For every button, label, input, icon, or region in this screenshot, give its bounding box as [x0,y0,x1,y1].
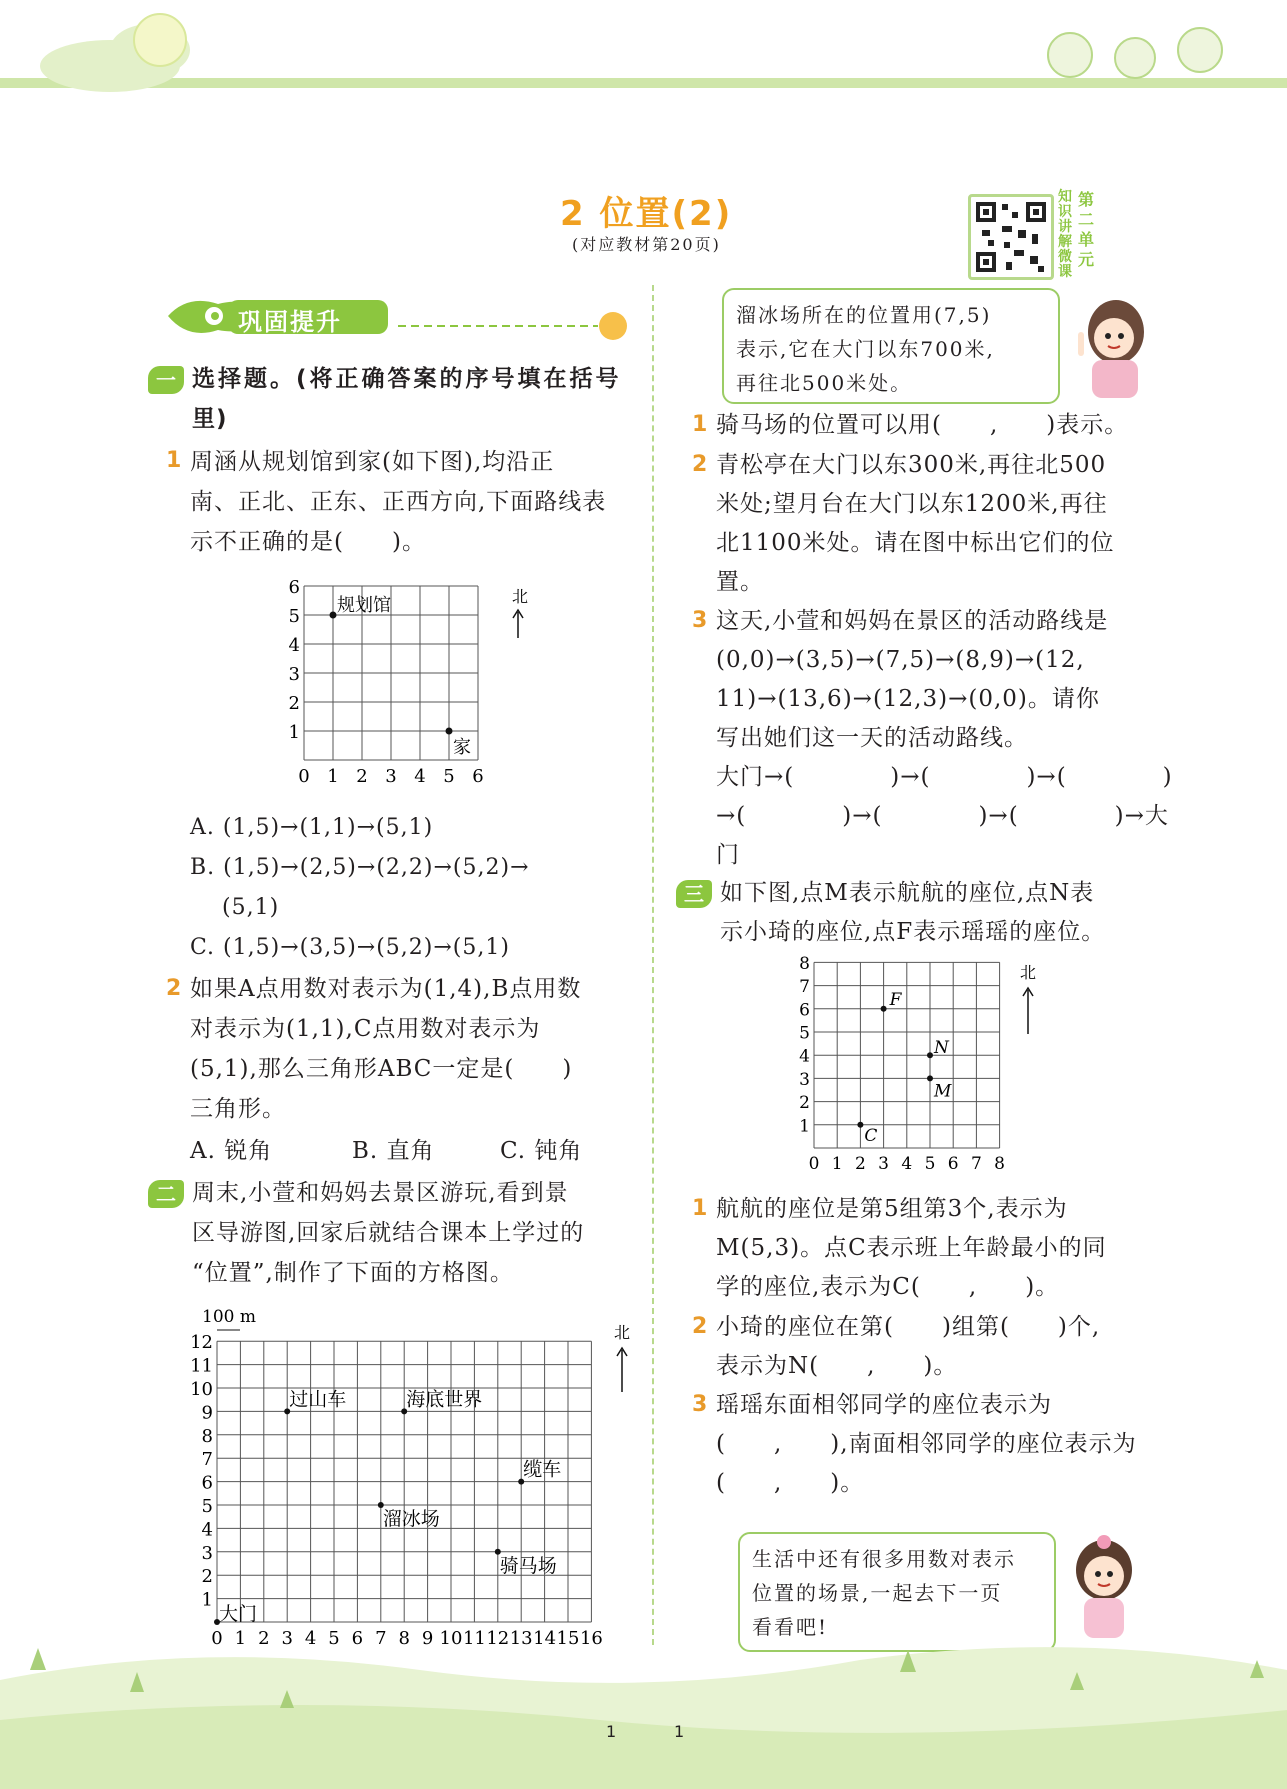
header-decoration [0,0,1287,110]
x-tick-label: 9 [421,1628,434,1649]
s3-q1-num: 1 [692,1196,708,1221]
point-label: 家 [453,737,471,758]
y-tick-label: 1 [288,722,300,743]
page-subtitle: (对应教材第20页) [572,235,721,254]
s1-q2-option-b[interactable]: B. 直角 [352,1138,435,1164]
y-tick-label: 2 [201,1566,213,1588]
north-label: 北 [512,587,529,606]
y-tick-label: 6 [799,1000,810,1021]
s2-q3-route-line[interactable]: 大门→( )→( )→( ) [716,764,1173,790]
x-tick-label: 5 [328,1628,340,1649]
y-tick-label: 5 [288,606,300,627]
section-two-badge: 二 [148,1180,184,1208]
x-tick-label: 0 [808,1154,820,1174]
s1-q1-line: 示不正确的是( )。 [190,529,426,555]
x-tick-label: 6 [472,766,484,787]
s3-q3-num: 3 [692,1392,708,1417]
s3-q1-line: 学的座位,表示为C( , )。 [716,1274,1060,1300]
y-tick-label: 11 [190,1355,213,1377]
data-point [927,1052,933,1058]
x-tick-label: 3 [878,1154,890,1174]
x-tick-label: 1 [831,1154,843,1174]
x-tick-label: 5 [443,766,455,787]
x-tick-label: 5 [924,1154,936,1174]
y-tick-label: 1 [201,1589,213,1611]
s2-q3-route-line[interactable]: →( )→( )→( )→大 [716,803,1169,829]
s2-q1-text: 骑马场的位置可以用( , )表示。 [716,412,1129,438]
s2-q2-num: 2 [692,452,708,477]
qr-label: 知识讲解微课 [1058,189,1072,280]
x-tick-label: 3 [385,766,397,787]
bubble-line: 表示,它在大门以东700米, [736,337,995,361]
x-tick-label: 2 [356,766,368,787]
point-label: 缆车 [523,1458,562,1481]
y-tick-label: 5 [799,1023,810,1044]
y-tick-label: 7 [201,1449,213,1471]
y-tick-label: 8 [201,1425,213,1447]
s2-q3-route-line: 门 [716,842,740,868]
x-tick-label: 12 [486,1628,510,1649]
s3-q1-line: M(5,3)。点C表示班上年龄最小的同 [716,1235,1107,1261]
s2-q1-num: 1 [692,412,708,437]
s1-q1-option-a[interactable]: A. (1,5)→(1,1)→(5,1) [190,815,434,840]
s1-q1-option-b-cont: (5,1) [222,895,280,920]
s3-intro-line: 示小琦的座位,点F表示瑶瑶的座位。 [720,919,1106,945]
s1-title: 选择题。(将正确答案的序号填在括号 [192,366,622,392]
x-tick-label: 15 [556,1628,580,1649]
point-label: N [934,1038,949,1059]
scale-label: 100 m [202,1307,256,1327]
section-one-badge: 一 [148,366,184,394]
bubble-line: 溜冰场所在的位置用(7,5) [736,303,992,327]
y-tick-label: 4 [201,1519,213,1541]
s2-q2-line: 北1100米处。请在图中标出它们的位 [716,530,1115,556]
s1-q1-option-c[interactable]: C. (1,5)→(3,5)→(5,2)→(5,1) [190,935,510,960]
x-tick-label: 7 [375,1628,387,1649]
x-tick-label: 2 [258,1628,270,1649]
s2-intro-line: “位置”,制作了下面的方格图。 [192,1260,514,1286]
data-point [857,1122,863,1128]
bubble-line: 看看吧! [752,1615,829,1639]
grid-plan-home [280,572,540,792]
section-banner-bg [158,286,638,346]
s3-q3-line: ( , )。 [716,1470,865,1496]
point-label: M [934,1081,952,1102]
point-label: C [864,1125,878,1146]
s1-q2-option-a[interactable]: A. 锐角 [190,1138,273,1164]
y-tick-label: 10 [190,1379,213,1400]
y-tick-label: 3 [201,1542,213,1564]
skating-hint-bubble [722,288,1060,404]
s3-q2-num: 2 [692,1314,708,1339]
s2-q2-line: 米处;望月台在大门以东1200米,再往 [716,491,1108,517]
x-tick-label: 0 [298,766,310,787]
page-title: 2 位置(2) [560,194,733,234]
grid-seating [790,956,1070,1180]
s1-q2-line: (5,1),那么三角形ABC一定是( ) [190,1056,573,1082]
s1-q2-line: 如果A点用数对表示为(1,4),B点用数 [190,976,582,1002]
point-label: 溜冰场 [382,1508,440,1530]
s2-intro-line: 区导游图,回家后就结合课本上学过的 [192,1220,585,1246]
section-banner: 巩固提升 [238,308,342,336]
y-tick-label: 9 [201,1402,213,1424]
s2-q2-line: 置。 [716,569,764,595]
data-point [330,612,337,619]
s3-q3-line: ( , ),南面相邻同学的座位表示为 [716,1431,1137,1457]
point-label: 骑马场 [499,1554,557,1577]
s2-q3-line: 写出她们这一天的活动路线。 [716,725,1028,751]
s1-q1-line: 南、正北、正东、正西方向,下面路线表 [190,489,607,515]
data-point [927,1075,933,1081]
s2-q2-line: 青松亭在大门以东300米,再往北500 [716,452,1107,478]
bubble-line: 位置的场景,一起去下一页 [752,1581,1003,1605]
point-label: 规划馆 [337,595,391,616]
x-tick-label: 4 [304,1628,317,1649]
x-tick-label: 8 [994,1154,1006,1174]
section-three-badge: 三 [676,880,712,908]
north-label: 北 [614,1323,631,1342]
s1-q2-num: 2 [166,976,182,1001]
bubble-line: 生活中还有很多用数对表示 [752,1547,1016,1571]
y-tick-label: 3 [288,664,300,685]
qr-code-icon[interactable] [974,200,1048,274]
s1-q1-line: 周涵从规划馆到家(如下图),均沿正 [190,449,555,475]
x-tick-label: 0 [211,1628,223,1649]
y-tick-label: 1 [799,1116,810,1137]
y-tick-label: 6 [288,577,300,598]
point-label: F [889,989,902,1010]
x-tick-label: 4 [901,1154,913,1174]
data-point [446,728,453,735]
x-tick-label: 6 [351,1628,364,1649]
s1-title-2: 里) [192,406,228,432]
point-label: 海底世界 [406,1388,483,1411]
s1-q2-option-c[interactable]: C. 钝角 [500,1138,583,1164]
column-divider [652,285,654,1645]
s3-q3-line: 瑶瑶东面相邻同学的座位表示为 [716,1392,1052,1418]
y-tick-label: 8 [799,956,810,974]
x-tick-label: 3 [281,1628,293,1649]
s3-q2-line: 小琦的座位在第( )组第( )个, [716,1314,1101,1340]
point-label: 过山车 [289,1388,347,1411]
footer-landscape [0,1630,1287,1789]
s2-intro-line: 周末,小萱和妈妈去景区游玩,看到景 [192,1180,569,1206]
data-point [881,1006,887,1012]
y-tick-label: 2 [799,1093,810,1114]
x-tick-label: 6 [947,1154,959,1174]
y-tick-label: 4 [288,635,300,656]
x-tick-label: 11 [462,1628,486,1649]
s2-q3-line: 11)→(13,6)→(12,3)→(0,0)。请你 [716,686,1100,712]
x-tick-label: 1 [234,1628,247,1649]
s1-q2-line: 三角形。 [190,1096,286,1122]
y-tick-label: 2 [288,693,300,714]
qr-frame [968,194,1054,280]
page-number-right: 1 [674,1722,685,1741]
y-tick-label: 7 [799,977,810,998]
girl-illustration [1066,292,1156,402]
x-tick-label: 14 [533,1628,557,1649]
north-label: 北 [1020,963,1037,982]
unit-label: 第二单元 [1078,190,1095,269]
x-tick-label: 2 [854,1154,866,1174]
bubble-line: 再往北500米处。 [736,371,913,395]
s1-q1-num: 1 [166,448,182,473]
point-label: 大门 [219,1603,258,1625]
y-tick-label: 12 [190,1332,213,1354]
x-tick-label: 13 [509,1628,533,1649]
y-tick-label: 3 [799,1069,810,1090]
s2-q3-line: 这天,小萱和妈妈在景区的活动路线是 [716,608,1109,634]
y-tick-label: 5 [201,1496,213,1517]
grid-scenic-map [190,1300,640,1650]
y-tick-label: 6 [201,1472,213,1494]
x-tick-label: 1 [327,766,339,787]
s2-q3-num: 3 [692,608,708,633]
page-number-left: 1 [606,1722,617,1741]
s1-q1-option-b[interactable]: B. (1,5)→(2,5)→(2,2)→(5,2)→ [190,855,530,880]
y-tick-label: 4 [799,1046,810,1067]
s3-q1-line: 航航的座位是第5组第3个,表示为 [716,1196,1068,1222]
s3-q2-line: 表示为N( , )。 [716,1353,958,1379]
s1-q2-line: 对表示为(1,1),C点用数对表示为 [190,1016,541,1042]
x-tick-label: 16 [579,1628,603,1649]
s3-intro-line: 如下图,点M表示航航的座位,点N表 [720,880,1095,906]
x-tick-label: 10 [439,1628,463,1649]
x-tick-label: 8 [398,1628,410,1649]
x-tick-label: 7 [970,1154,982,1174]
s2-q3-line: (0,0)→(3,5)→(7,5)→(8,9)→(12, [716,647,1085,673]
x-tick-label: 4 [414,766,426,787]
